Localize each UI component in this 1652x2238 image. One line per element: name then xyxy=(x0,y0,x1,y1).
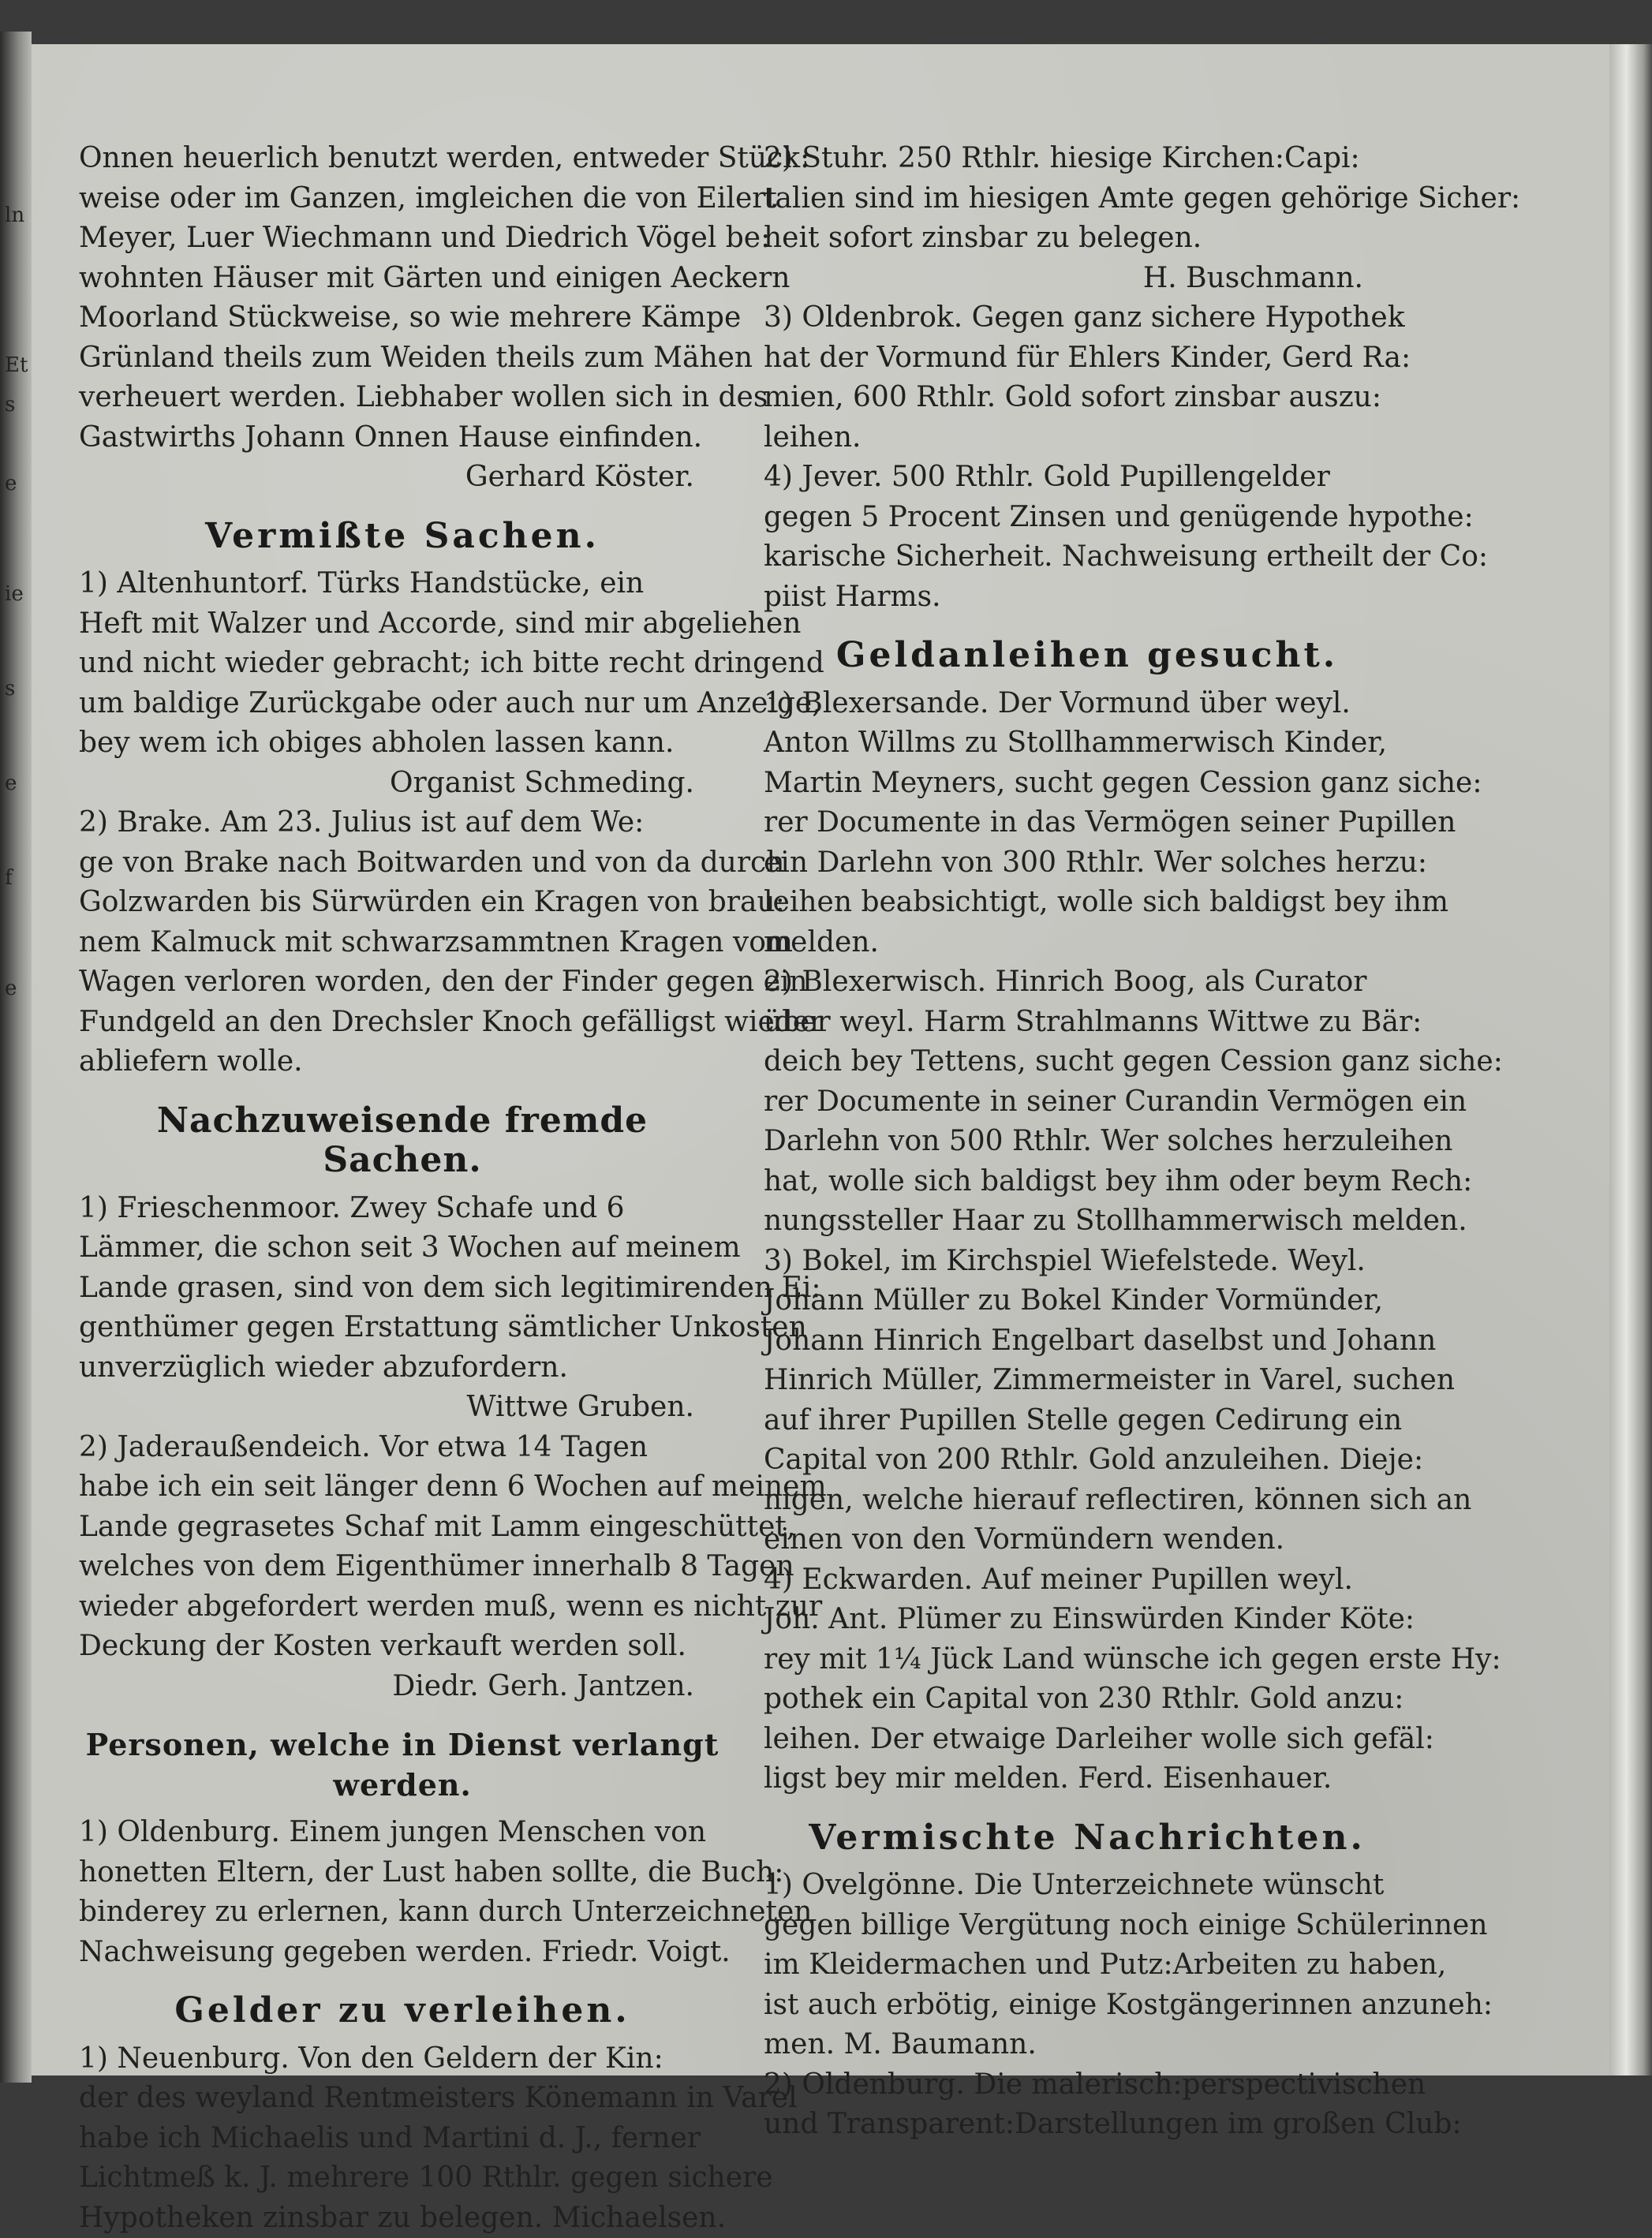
text-line: 2) Jaderaußendeich. Vor etwa 14 Tagen xyxy=(79,1428,726,1468)
text-line: Lichtmeß k. J. mehrere 100 Rthlr. gegen sichere xyxy=(79,2158,726,2199)
text-line: Darlehn von 500 Rthlr. Wer solches herzuleihen xyxy=(764,1122,1411,1162)
text-line: genthümer gegen Erstattung sämtlicher Unkosten xyxy=(79,1308,726,1348)
signature: H. Buschmann. xyxy=(764,259,1411,299)
text-line: leihen beabsichtigt, wolle sich baldigst bey ihm xyxy=(764,883,1411,923)
notice xyxy=(764,1242,1411,1560)
text-line: Fundgeld an den Drechsler Knoch gefälligst wieder xyxy=(79,1003,726,1043)
text-line: habe ich ein seit länger denn 6 Wochen auf meinem xyxy=(79,1467,726,1508)
text-line: ist auch erbötig, einige Kostgängerinnen anzuneh: xyxy=(764,1986,1411,2026)
text-line: Martin Meyners, sucht gegen Cession ganz siche: xyxy=(764,764,1411,804)
text-line: abliefern wolle. xyxy=(79,1042,726,1082)
section-heading: Nachzuweisende fremde Sachen. xyxy=(79,1101,726,1181)
text-line: 1) Neuenburg. Von den Geldern der Kin: xyxy=(79,2039,726,2079)
text-line: ge von Brake nach Boitwarden und von da durch xyxy=(79,843,726,884)
text-line: 1) Frieschenmoor. Zwey Schafe und 6 xyxy=(79,1189,726,1229)
notice xyxy=(764,2065,1411,2145)
text-line: 2) Stuhr. 250 Rthlr. hiesige Kirchen:Capi: xyxy=(764,139,1411,179)
text-line: piist Harms. xyxy=(764,577,1411,618)
section-heading: Personen, welche in Dienst verlangt werden. xyxy=(79,1725,726,1805)
text-line: 1) Ovelgönne. Die Unterzeichnete wünscht xyxy=(764,1866,1411,1906)
text-line: wieder abgefordert werden muß, wenn es nicht zur xyxy=(79,1587,726,1627)
right-column xyxy=(764,139,1411,2145)
text-line: leihen. xyxy=(764,418,1411,458)
notice xyxy=(79,1189,726,1428)
text-line: einen von den Vormündern wenden. xyxy=(764,1520,1411,1560)
previous-page-edge xyxy=(0,32,32,2083)
text-line: 3) Oldenbrok. Gegen ganz sichere Hypothek xyxy=(764,298,1411,338)
text-line: gegen 5 Procent Zinsen und genügende hypothe: xyxy=(764,498,1411,538)
text-line: Gastwirths Johann Onnen Hause einfinden. xyxy=(79,418,726,458)
section-heading: Vermißte Sachen. xyxy=(79,517,726,557)
text-line: 1) Blexersande. Der Vormund über weyl. xyxy=(764,684,1411,724)
edge-fragment: s xyxy=(5,678,15,699)
text-line: Joh. Ant. Plümer zu Einswürden Kinder Köte: xyxy=(764,1600,1411,1640)
left-column xyxy=(79,139,726,2238)
text-line: karische Sicherheit. Nachweisung ertheilt der Co: xyxy=(764,537,1411,577)
text-line: ligst bey mir melden. Ferd. Eisenhauer. xyxy=(764,1759,1411,1799)
text-line: und Transparent:Darstellungen im großen Club: xyxy=(764,2105,1411,2145)
newspaper-page xyxy=(32,44,1610,2075)
text-line: verheuert werden. Liebhaber wollen sich in des xyxy=(79,378,726,418)
notice xyxy=(79,1428,726,1707)
text-line: Deckung der Kosten verkauft werden soll. xyxy=(79,1627,726,1667)
text-line: rer Documente in das Vermögen seiner Pupillen xyxy=(764,803,1411,843)
text-line: der des weyland Rentmeisters Könemann in Varel xyxy=(79,2079,726,2119)
text-line: 2) Blexerwisch. Hinrich Boog, als Curator xyxy=(764,962,1411,1003)
text-line: über weyl. Harm Strahlmanns Wittwe zu Bär: xyxy=(764,1003,1411,1043)
text-line: nungssteller Haar zu Stollhammerwisch melden. xyxy=(764,1201,1411,1242)
text-line: rer Documente in seiner Curandin Vermögen ein xyxy=(764,1082,1411,1123)
text-line: Heft mit Walzer und Accorde, sind mir abgeliehen xyxy=(79,604,726,644)
text-line: 2) Oldenburg. Die malerisch:perspectivischen xyxy=(764,2065,1411,2105)
edge-fragment: ie xyxy=(5,584,24,604)
notice xyxy=(764,1560,1411,1799)
text-line: auf ihrer Pupillen Stelle gegen Cedirung ein xyxy=(764,1401,1411,1441)
text-line: Johann Hinrich Engelbart daselbst und Johann xyxy=(764,1321,1411,1362)
text-line: rey mit 1¼ Jück Land wünsche ich gegen erste Hy: xyxy=(764,1640,1411,1680)
section-heading: Gelder zu verleihen. xyxy=(79,1991,726,2031)
text-line: bey wem ich obiges abholen lassen kann. xyxy=(79,723,726,764)
edge-fragment: f xyxy=(5,868,13,888)
notice xyxy=(764,298,1411,458)
notice xyxy=(764,1866,1411,2065)
notice xyxy=(764,139,1411,298)
edge-fragment: e xyxy=(5,473,17,494)
notice xyxy=(764,458,1411,617)
text-line: Hinrich Müller, Zimmermeister in Varel, suchen xyxy=(764,1361,1411,1401)
signature: Diedr. Gerh. Jantzen. xyxy=(79,1667,726,1707)
notice xyxy=(764,962,1411,1242)
text-line: Meyer, Luer Wiechmann und Diedrich Vögel be: xyxy=(79,219,726,259)
text-line: pothek ein Capital von 230 Rthlr. Gold anzu: xyxy=(764,1679,1411,1720)
text-line: Johann Müller zu Bokel Kinder Vormünder, xyxy=(764,1281,1411,1321)
signature: Organist Schmeding. xyxy=(79,764,726,804)
text-line: um baldige Zurückgabe oder auch nur um Anzeige, xyxy=(79,684,726,724)
notice xyxy=(79,2039,726,2238)
text-line: Capital von 200 Rthlr. Gold anzuleihen. Dieje: xyxy=(764,1440,1411,1481)
text-line: 1) Altenhuntorf. Türks Handstücke, ein xyxy=(79,564,726,604)
text-line: hat der Vormund für Ehlers Kinder, Gerd Ra: xyxy=(764,338,1411,379)
text-line: habe ich Michaelis und Martini d. J., ferner xyxy=(79,2119,726,2159)
text-line: talien sind im hiesigen Amte gegen gehörige Sicher: xyxy=(764,179,1411,219)
notice xyxy=(79,1813,726,1972)
text-line: 2) Brake. Am 23. Julius ist auf dem We: xyxy=(79,803,726,843)
text-line: melden. xyxy=(764,923,1411,963)
notice xyxy=(764,684,1411,963)
text-line: Grünland theils zum Weiden theils zum Mähen xyxy=(79,338,726,379)
text-line: Wagen verloren worden, den der Finder gegen ein xyxy=(79,962,726,1003)
text-line: unverzüglich wieder abzufordern. xyxy=(79,1348,726,1388)
text-line: Anton Willms zu Stollhammerwisch Kinder, xyxy=(764,723,1411,764)
text-line: leihen. Der etwaige Darleiher wolle sich gefäl: xyxy=(764,1720,1411,1760)
signature: Gerhard Köster. xyxy=(79,458,726,498)
text-line: mien, 600 Rthlr. Gold sofort zinsbar auszu: xyxy=(764,378,1411,418)
section-heading: Vermischte Nachrichten. xyxy=(764,1818,1411,1859)
text-line: und nicht wieder gebracht; ich bitte recht dringend xyxy=(79,644,726,684)
previous-page-text xyxy=(2,32,30,2083)
text-line: wohnten Häuser mit Gärten und einigen Aeckern xyxy=(79,259,726,299)
text-line: hat, wolle sich baldigst bey ihm oder beym Rech: xyxy=(764,1162,1411,1202)
text-line: weise oder im Ganzen, imgleichen die von Eilert xyxy=(79,179,726,219)
text-line: nigen, welche hierauf reflectiren, können sich an xyxy=(764,1481,1411,1521)
text-line: 4) Eckwarden. Auf meiner Pupillen weyl. xyxy=(764,1560,1411,1601)
edge-fragment: e xyxy=(5,978,17,999)
text-line: Golzwarden bis Sürwürden ein Kragen von brau: xyxy=(79,883,726,923)
text-line: heit sofort zinsbar zu belegen. xyxy=(764,219,1411,259)
text-line: deich bey Tettens, sucht gegen Cession ganz siche: xyxy=(764,1042,1411,1082)
text-line: 1) Oldenburg. Einem jungen Menschen von xyxy=(79,1813,726,1853)
signature: Wittwe Gruben. xyxy=(79,1388,726,1428)
text-line: binderey zu erlernen, kann durch Unterzeichneten xyxy=(79,1892,726,1933)
text-line: im Kleidermachen und Putz:Arbeiten zu haben, xyxy=(764,1945,1411,1986)
text-line: honetten Eltern, der Lust haben sollte, die Buch: xyxy=(79,1853,726,1893)
intro-paragraph xyxy=(79,139,726,498)
edge-fragment: s xyxy=(5,394,15,415)
text-line: Lande grasen, sind von dem sich legitimirenden Ei: xyxy=(79,1268,726,1309)
text-line: welches von dem Eigenthümer innerhalb 8 Tagen xyxy=(79,1547,726,1587)
text-line: Hypotheken zinsbar zu belegen. Michaelsen. xyxy=(79,2199,726,2238)
text-line: ein Darlehn von 300 Rthlr. Wer solches herzu: xyxy=(764,843,1411,884)
text-line: men. M. Baumann. xyxy=(764,2025,1411,2065)
text-line: nem Kalmuck mit schwarzsammtnen Kragen vom xyxy=(79,923,726,963)
edge-fragment: Et xyxy=(5,355,28,375)
text-line: gegen billige Vergütung noch einige Schülerinnen xyxy=(764,1906,1411,1946)
text-line: Lämmer, die schon seit 3 Wochen auf meinem xyxy=(79,1228,726,1268)
notice xyxy=(79,564,726,803)
text-line: 3) Bokel, im Kirchspiel Wiefelstede. Weyl. xyxy=(764,1242,1411,1282)
section-heading: Geldanleihen gesucht. xyxy=(764,636,1411,676)
text-line: Nachweisung gegeben werden. Friedr. Voigt. xyxy=(79,1933,726,1973)
edge-fragment: ln xyxy=(5,205,24,226)
page-curl-edge xyxy=(1609,44,1652,2075)
text-line: Moorland Stückweise, so wie mehrere Kämpe xyxy=(79,298,726,338)
text-line: 4) Jever. 500 Rthlr. Gold Pupillengelder xyxy=(764,458,1411,498)
text-line: Onnen heuerlich benutzt werden, entweder Stück: xyxy=(79,139,726,179)
edge-fragment: e xyxy=(5,773,17,794)
notice xyxy=(79,803,726,1082)
text-line: Lande gegrasetes Schaf mit Lamm eingeschüttet, xyxy=(79,1508,726,1548)
